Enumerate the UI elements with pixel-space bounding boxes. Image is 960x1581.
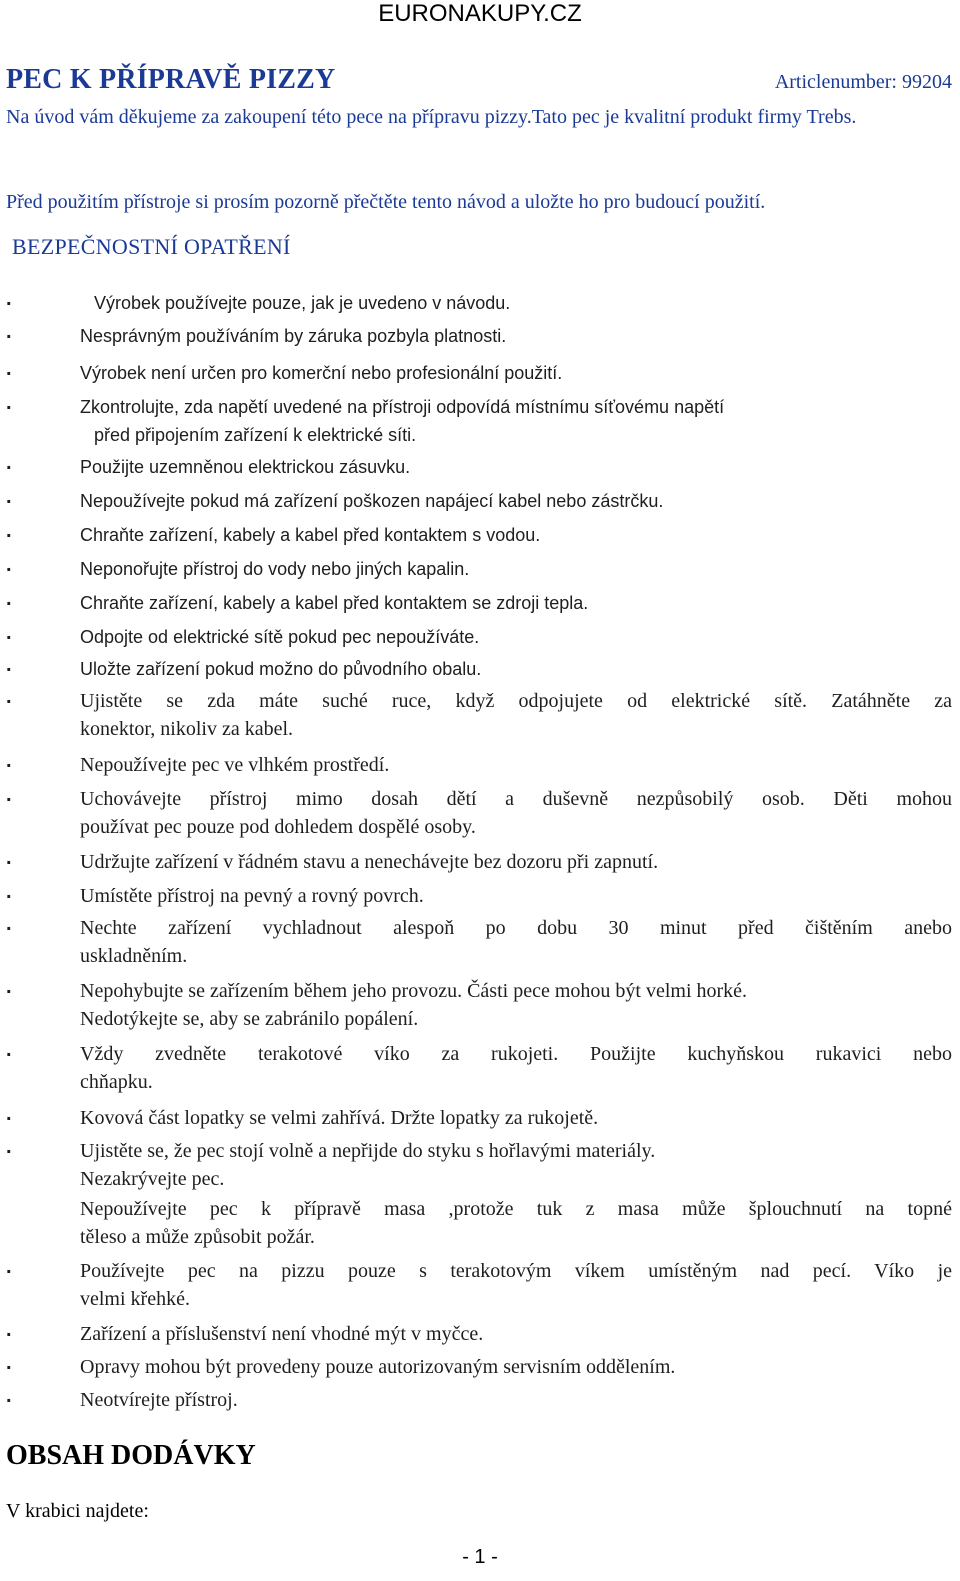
bullet-dot: . [6, 1385, 12, 1407]
bullet-dot: . [6, 1136, 12, 1158]
bullet-dot: . [6, 588, 12, 610]
bullet-dot: . [6, 1319, 12, 1341]
contents-heading: OBSAH DODÁVKY [6, 1440, 256, 1471]
bullet-dot: . [6, 622, 12, 644]
bullet-dot: . [6, 654, 12, 676]
bullet-dot: . [6, 1256, 12, 1278]
bullet-dot: . [6, 976, 12, 998]
intro-paragraph: Na úvod vám děkujeme za zakoupení této pece na přípravu pizzy.Tato pec je kvalitní produkt firmy Trebs. [6, 106, 857, 128]
before-use-paragraph: Před použitím přístroje si prosím pozorně přečtěte tento návod a uložte ho pro budoucí použití. [6, 191, 766, 213]
article-number: Articlenumber: 99204 [774, 71, 952, 93]
safety-heading: BEZPEČNOSTNÍ OPATŘENÍ [12, 234, 291, 259]
page-number: - 1 - [462, 1546, 498, 1568]
bullet-dot: . [6, 913, 12, 935]
bullet-dot: . [6, 288, 12, 310]
bullet-dot: . [6, 321, 12, 343]
bullet-dot: . [6, 750, 12, 772]
bullet-dot: . [6, 686, 12, 708]
bullet-dot: . [6, 881, 12, 903]
bullet-dot: . [6, 784, 12, 806]
bullet-dot: . [6, 847, 12, 869]
bullet-dot: . [6, 554, 12, 576]
bullet-dot: . [6, 452, 12, 474]
bullet-dot: . [6, 1039, 12, 1061]
bullet-dot: . [6, 520, 12, 542]
bullet-dot: . [6, 1352, 12, 1374]
bullet-dot: . [6, 1103, 12, 1125]
document-title: PEC K PŘÍPRAVĚ PIZZY [6, 64, 336, 95]
site-header: EURONAKUPY.CZ [378, 0, 582, 27]
bullet-dot: . [6, 358, 12, 380]
bullet-dot: . [6, 392, 12, 414]
title-row [6, 64, 952, 100]
box-contents-label: V krabici najdete: [6, 1500, 149, 1522]
bullet-dot: . [6, 486, 12, 508]
